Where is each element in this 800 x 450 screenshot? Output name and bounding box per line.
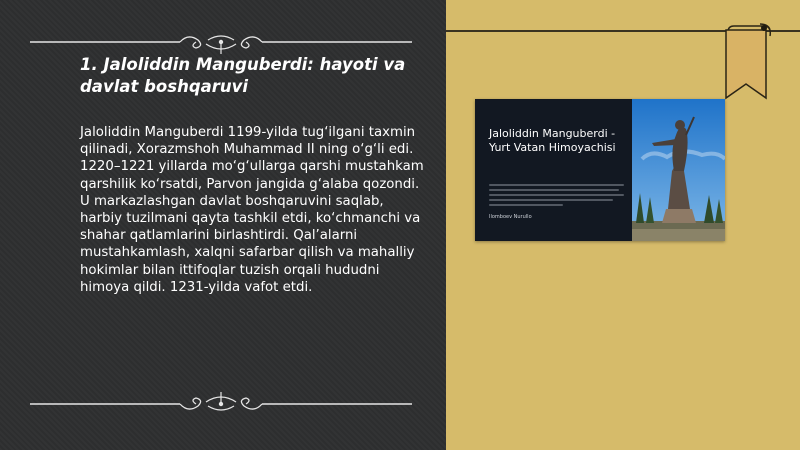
slide-title: 1. Jaloliddin Manguberdi: hayoti va davlat boshqaruvi [80, 55, 406, 96]
thumbnail-title: Jaloliddin Manguberdi - Yurt Vatan Himoyachisi [489, 127, 616, 154]
slide-body-text: Jaloliddin Manguberdi 1199-yilda tug‘ilgani taxmin qilinadi, Xorazmshoh Muhammad II ning o‘g‘li edi. 1220–1221 yillarda mo‘g‘ullarga qarshi mustahkam qarshilik ko‘rsatdi, Parvon jangida g‘alaba qozondi. U markazlashgan davlat boshqaruvini saqlab, harbiy tuzilmani qayta tashkil etdi, ko‘chmanchi va shahar qatlamlarini birlashtirdi. Qal’alarni mustahkamlash, xalqni safarbar qilish va mahalliy hokimlar bilan ittifoqlar tuzish orqali hududni himoya qildi. 1231-yilda vafot etdi. [80, 125, 424, 295]
thumbnail-text-area [475, 99, 632, 241]
monument-image [632, 99, 725, 241]
scroll-ornament-icon [30, 30, 412, 54]
thumbnail-author: Ilomboev Nurullo [489, 214, 532, 220]
scroll-ornament-icon [30, 392, 412, 416]
bookmark-ribbon-icon [720, 22, 772, 100]
thumbnail-text-lines [489, 184, 624, 209]
slide-thumbnail[interactable] [475, 99, 725, 241]
